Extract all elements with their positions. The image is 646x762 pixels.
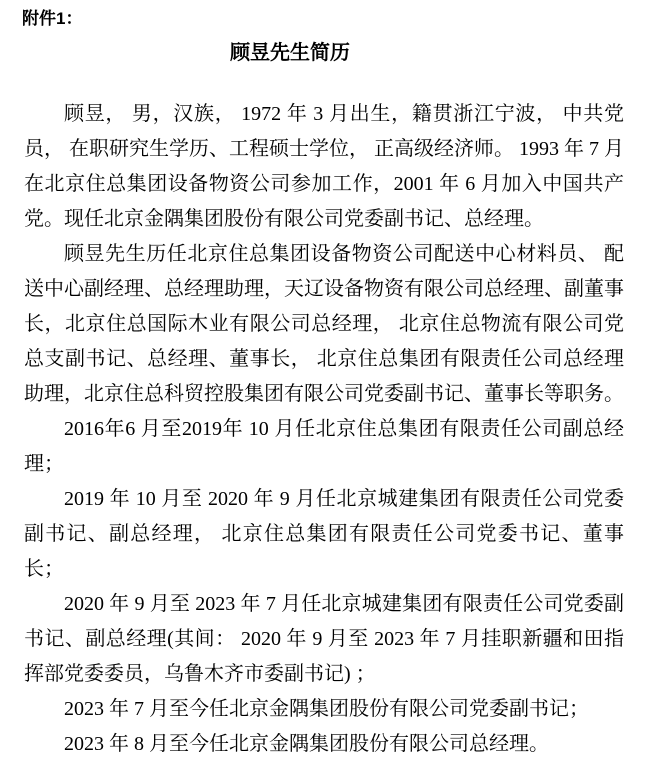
- paragraph-2023-august-role: 2023 年 8 月至今任北京金隅集团股份有限公司总经理。: [64, 733, 549, 755]
- paragraph-2023-july-role: 2023 年 7 月至今任北京金隅集团股份有限公司党委副书记；: [64, 698, 589, 720]
- paragraph-2019-role: 2019 年 10 月至 2020 年 9 月任北京城建集团有限责任公司党委副书记、副总经理， 北京住总集团有限责任公司党委书记、董事长；: [24, 488, 624, 580]
- paragraph-2016-role: 2016年6 月至2019年 10 月任北京住总集团有限责任公司副总经理；: [24, 418, 624, 475]
- paragraph-intro: 顾昱， 男，汉族， 1972 年 3 月出生，籍贯浙江宁波， 中共党员， 在职研究生学历、工程硕士学位， 正高级经济师。 1993 年 7 月在北京住总集团设备物资公司参加工作，2001 年 6 月加入中国共产党。现任北京金隅集团股份有限公司党委副书记、总经理。: [24, 103, 624, 230]
- attachment-label: 附件1：: [22, 9, 83, 28]
- page-title: 顾昱先生简历: [230, 42, 350, 64]
- document-body: [24, 97, 624, 762]
- paragraph-career-history: 顾昱先生历任北京住总集团设备物资公司配送中心材料员、 配送中心副经理、总经理助理，天辽设备物资有限公司总经理、副董事长，北京住总国际木业有限公司总经理， 北京住总物流有限公司党总支副书记、总经理、董事长， 北京住总集团有限责任公司总经理助理，北京住总科贸控股集团有限公司党委副书记、董事长等职务。: [24, 243, 624, 405]
- paragraph-2020-role: 2020 年 9 月至 2023 年 7 月任北京城建集团有限责任公司党委副书记、副总经理(其间： 2020 年 9 月至 2023 年 7 月挂职新疆和田指挥部党委委员，乌鲁木齐市委副书记) ；: [24, 593, 624, 685]
